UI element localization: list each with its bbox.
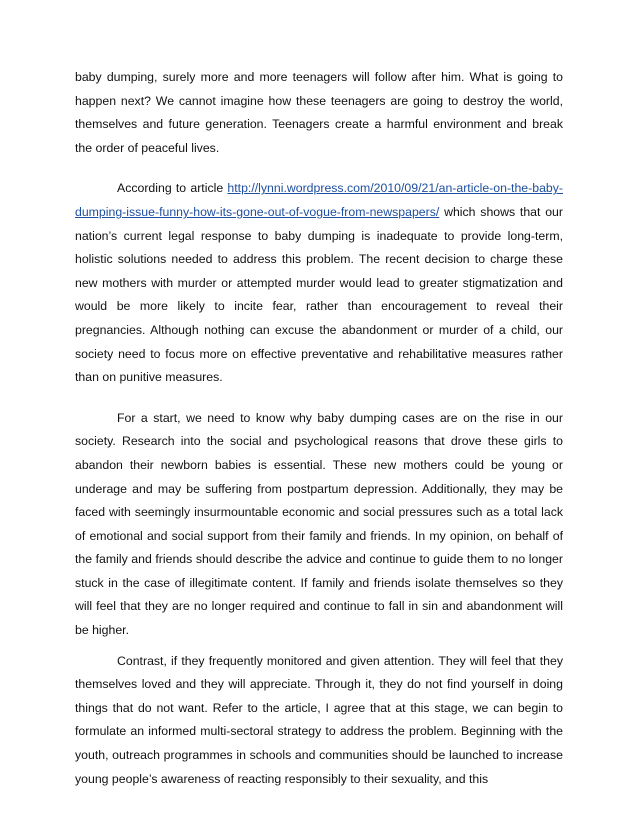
paragraph-causes: For a start, we need to know why baby dumping cases are on the rise in our society. Research into the social and psychological reasons that drove these girls to abandon their newborn babies is essential. These new mothers could be young or underage and may be suffering from postpartum depression. Additionally, they may be faced with seemingly insurmountable economic and social pressures such as a total lack of emotional and social support from their family and friends. In my opinion, on behalf of the family and friends should describe the advice and continue to guide them to no longer stuck in the case of illegitimate content. If family and friends isolate themselves so they will feel that they are no longer required and continue to fall in sin and abandonment will be higher. [75,410,563,638]
paragraph-lead-text: According to article [117,181,228,196]
paragraph-article-reference [75,177,563,389]
paragraph-continuation: baby dumping, surely more and more teenagers will follow after him. What is going to happen next? We cannot imagine how these teenagers are going to destroy the world, themselves and future generation. Teenagers create a harmful environment and break the order of peaceful lives. [75,70,563,155]
document-page [75,66,563,791]
paragraph-body-text: which shows that our nation’s current legal response to baby dumping is inadequate to provide long-term, holistic solutions needed to address this problem. The recent decision to charge these new mothers with murder or attempted murder would lead to greater stigmatization and would be more likely to incite fear, rather than encouragement to reveal their pregnancies. Although nothing can excuse the abandonment or murder of a child, our society need to focus more on effective preventative and rehabilitative measures rather than on punitive measures. [75,204,563,385]
paragraph-contrast: Contrast, if they frequently monitored and given attention. They will feel that they themselves loved and they will appreciate. Through it, they do not find yourself in doing things that do not want. Refer to the article, I agree that at this stage, we can begin to formulate an informed multi-sectoral strategy to address the problem. Beginning with the youth, outreach programmes in schools and communities should be launched to increase young people’s awareness of reacting responsibly to their sexuality, and this [75,653,563,786]
article-link[interactable]: http://lynni.wordpress.com/2010/09/21/an-article-on-the-baby-dumping-issue-funny-how-its-gone-out-of-vogue-from-newspapers/ [75,181,563,219]
